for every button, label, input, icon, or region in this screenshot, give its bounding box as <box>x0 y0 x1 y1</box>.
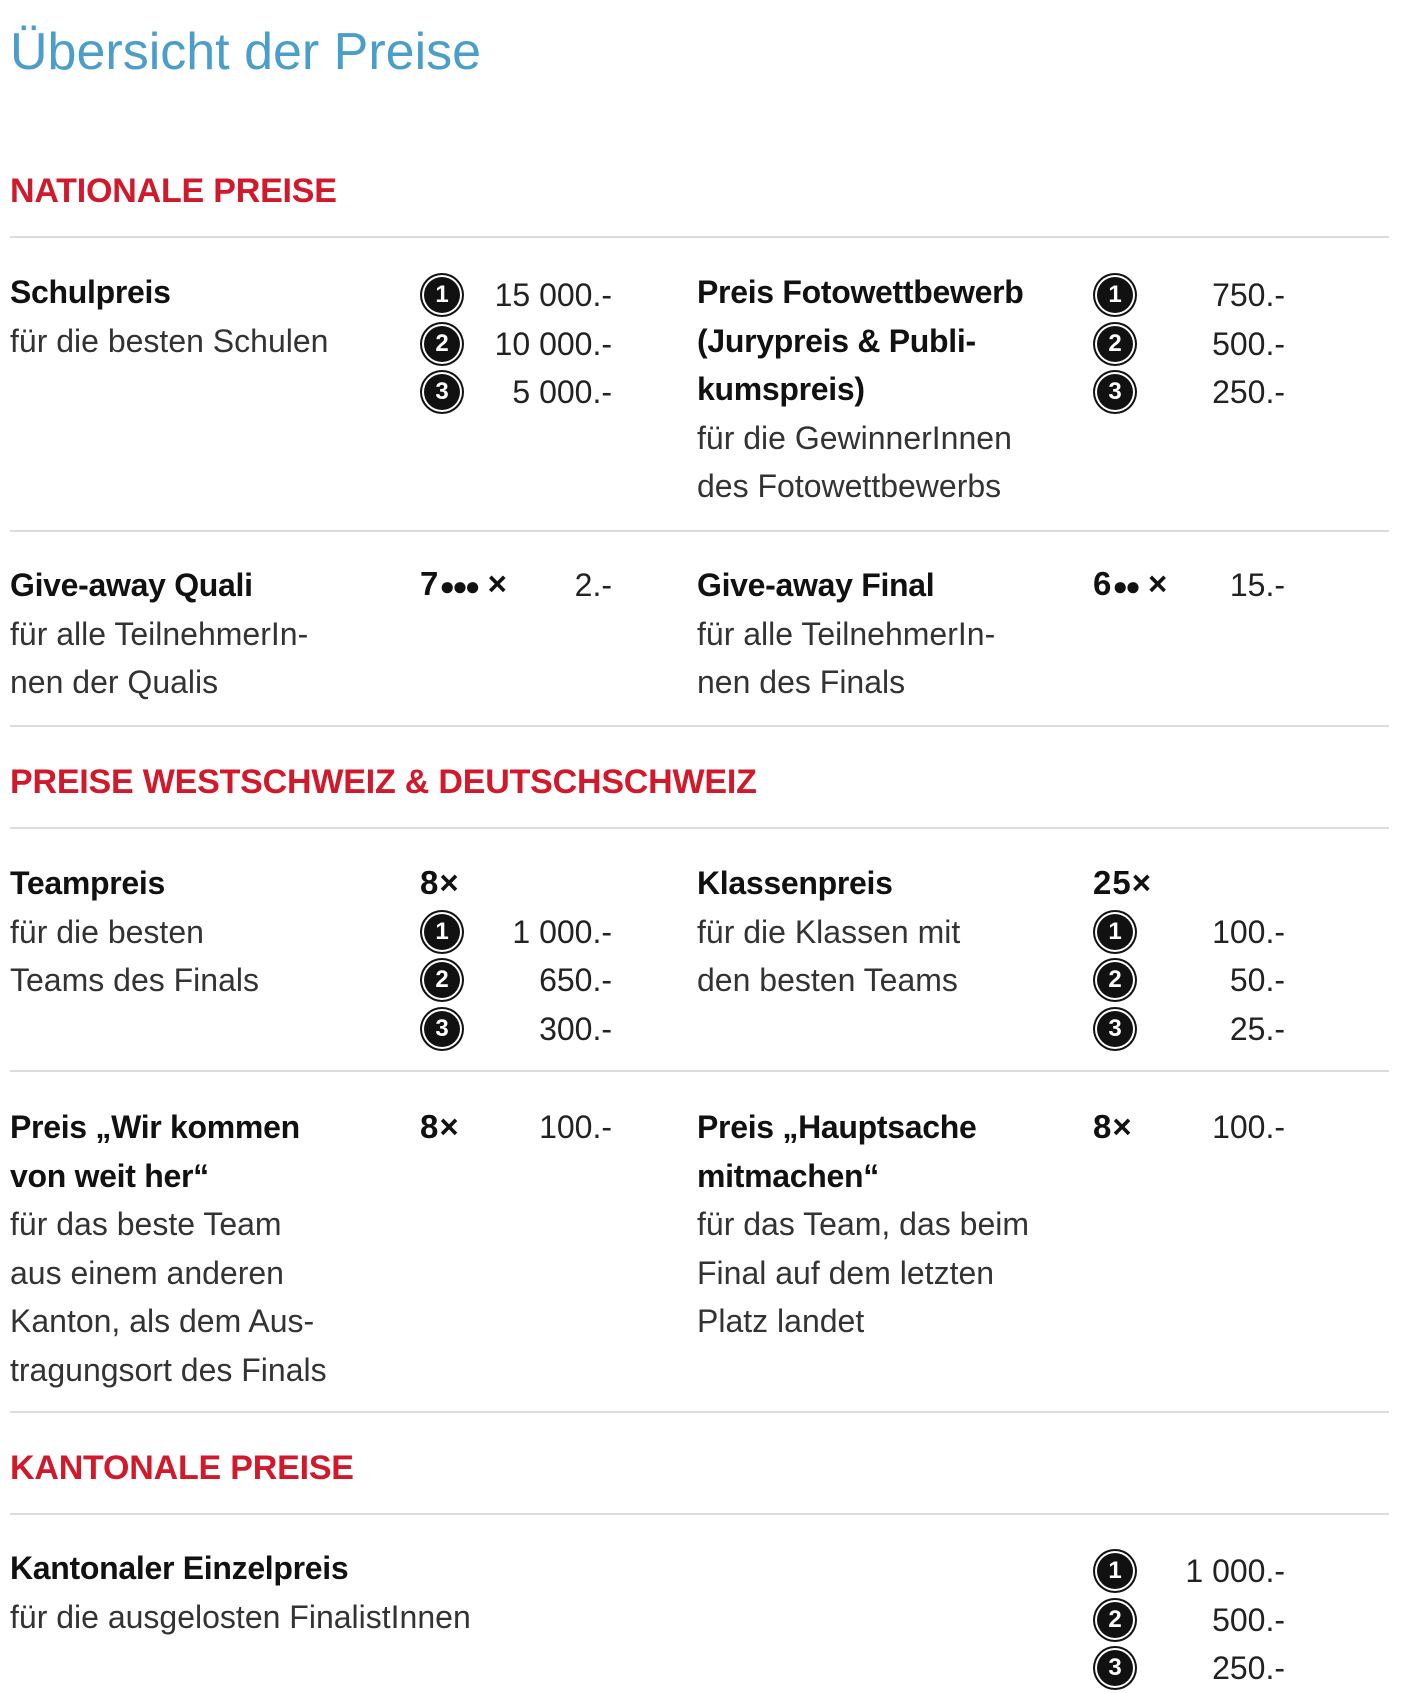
prize-amount: 2.- <box>574 567 612 603</box>
prize-description: aus einem anderen <box>10 1254 284 1291</box>
hauptsache-block <box>697 1103 1077 1346</box>
prize-row <box>1093 908 1285 957</box>
kantonaler-einzelpreis-block <box>10 1544 710 1641</box>
page-title: Übersicht der Preise <box>10 23 482 81</box>
section-heading-kantonal: KANTONALE PREISE <box>10 1449 354 1487</box>
prize-amount: 1 000.- <box>1185 1553 1285 1589</box>
rank-2-icon: 2 <box>424 326 460 362</box>
prize-amount: 15.- <box>1229 567 1285 603</box>
rank-3-icon: 3 <box>424 1011 460 1047</box>
prize-count: 6●● × <box>1093 565 1169 602</box>
prize-count: 25× <box>1093 864 1152 901</box>
prize-row <box>1093 368 1285 417</box>
prize-row <box>420 1005 612 1054</box>
prize-description: Platz landet <box>697 1303 865 1339</box>
rank-3-icon: 3 <box>1097 374 1133 410</box>
prize-amount: 15 000.- <box>494 277 612 313</box>
prize-description: für die GewinnerInnen <box>697 419 1012 456</box>
rank-1-icon: 1 <box>1097 277 1133 313</box>
prize-row <box>1093 320 1285 369</box>
giveaway-quali-block <box>10 561 410 707</box>
klassenpreis-prizes <box>1093 859 1285 1053</box>
prize-count: 8× <box>420 1108 460 1145</box>
prize-description: Final auf dem letzten <box>697 1254 995 1291</box>
prize-count: 8× <box>420 864 460 901</box>
giveaway-quali-prizes <box>420 561 612 610</box>
prize-amount: 10 000.- <box>494 325 612 362</box>
prize-count-row <box>1093 859 1285 908</box>
schulpreis-block <box>10 268 410 365</box>
section-heading-regional: PREISE WESTSCHWEIZ & DEUTSCHSCHWEIZ <box>10 763 757 801</box>
divider <box>10 1513 1389 1515</box>
divider <box>10 827 1389 829</box>
prize-count-row <box>420 859 612 908</box>
rank-1-icon: 1 <box>424 277 460 313</box>
fotowettbewerb-prizes <box>1093 271 1285 417</box>
prize-row <box>1093 271 1285 320</box>
prize-amount: 250.- <box>1212 374 1285 410</box>
rank-2-icon: 2 <box>424 962 460 998</box>
divider <box>10 1411 1389 1413</box>
prize-description: für alle TeilnehmerIn- <box>697 615 996 652</box>
rank-2-icon: 2 <box>1097 962 1133 998</box>
prize-row <box>1093 1005 1285 1054</box>
prize-description: für die besten <box>10 913 204 950</box>
rank-1-icon: 1 <box>1097 1553 1133 1589</box>
prize-description: Teams des Finals <box>10 962 259 998</box>
prize-description: für das Team, das beim <box>697 1206 1030 1242</box>
prize-amount: 500.- <box>1212 1601 1285 1638</box>
prize-name: Klassenpreis <box>697 865 893 901</box>
prize-row <box>420 908 612 957</box>
prize-description: nen der Qualis <box>10 664 219 700</box>
prize-description: für alle TeilnehmerIn- <box>10 615 309 652</box>
weit-her-block <box>10 1103 410 1394</box>
prize-name: Preis „Hauptsache <box>697 1109 977 1145</box>
prize-name: Kantonaler Einzelpreis <box>10 1550 349 1586</box>
rank-2-icon: 2 <box>1097 1602 1133 1638</box>
fotowettbewerb-block <box>697 268 1077 511</box>
prize-row <box>1093 1644 1285 1693</box>
giveaway-final-block <box>697 561 1077 707</box>
kantonaler-einzelpreis-prizes <box>1093 1547 1285 1693</box>
prize-row <box>420 271 612 320</box>
prize-amount: 750.- <box>1212 277 1285 313</box>
prize-description: tragungsort des Finals <box>10 1351 327 1388</box>
prize-row <box>1093 561 1285 610</box>
prize-name: Give-away Final <box>697 567 935 603</box>
prize-name: mitmachen“ <box>697 1157 879 1194</box>
klassenpreis-block <box>697 859 1077 1005</box>
prize-amount: 300.- <box>539 1010 612 1047</box>
teampreis-prizes <box>420 859 612 1053</box>
prize-count: 7●●● × <box>420 565 508 602</box>
prize-row <box>1093 1103 1285 1152</box>
prize-amount: 1 000.- <box>512 913 612 950</box>
rank-2-icon: 2 <box>1097 326 1133 362</box>
prize-description: Kanton, als dem Aus- <box>10 1303 315 1339</box>
prize-amount: 100.- <box>1212 913 1285 950</box>
prize-row <box>420 1103 612 1152</box>
divider <box>10 530 1389 532</box>
prize-name: kumspreis) <box>697 371 865 407</box>
prize-name: Preis „Wir kommen <box>10 1109 300 1145</box>
rank-3-icon: 3 <box>1097 1650 1133 1686</box>
section-heading-national: NATIONALE PREISE <box>10 172 337 210</box>
divider <box>10 236 1389 238</box>
divider <box>10 725 1389 727</box>
prize-name: Schulpreis <box>10 274 171 310</box>
prize-amount: 500.- <box>1212 325 1285 362</box>
prize-amount: 5 000.- <box>512 374 612 410</box>
prize-amount: 250.- <box>1212 1650 1285 1686</box>
prize-description: des Fotowettbewerbs <box>697 468 1002 504</box>
prize-row <box>1093 956 1285 1005</box>
prize-description: für das beste Team <box>10 1206 282 1242</box>
prize-description: nen des Finals <box>697 664 906 700</box>
hauptsache-prizes <box>1093 1103 1285 1152</box>
prize-amount: 25.- <box>1229 1010 1285 1047</box>
prize-description: für die besten Schulen <box>10 322 329 359</box>
prize-name: Give-away Quali <box>10 567 253 603</box>
schulpreis-prizes <box>420 271 612 417</box>
prize-count: 8× <box>1093 1108 1133 1145</box>
weit-her-prizes <box>420 1103 612 1152</box>
rank-3-icon: 3 <box>424 374 460 410</box>
prize-row <box>1093 1596 1285 1645</box>
prize-row <box>420 561 612 610</box>
prize-row <box>420 320 612 369</box>
prize-row <box>420 368 612 417</box>
prize-name: Teampreis <box>10 865 166 901</box>
prize-name: Preis Fotowettbewerb <box>697 274 1024 310</box>
prize-description: für die ausgelosten FinalistInnen <box>10 1598 471 1635</box>
giveaway-final-prizes <box>1093 561 1285 610</box>
prize-description: den besten Teams <box>697 962 958 998</box>
rank-1-icon: 1 <box>1097 914 1133 950</box>
prize-amount: 100.- <box>1212 1109 1285 1145</box>
prize-amount: 50.- <box>1229 962 1285 998</box>
prize-row <box>1093 1547 1285 1596</box>
prize-amount: 650.- <box>539 962 612 998</box>
prize-description: für die Klassen mit <box>697 913 961 950</box>
divider <box>10 1070 1389 1072</box>
prize-row <box>420 956 612 1005</box>
rank-3-icon: 3 <box>1097 1011 1133 1047</box>
prize-name: von weit her“ <box>10 1157 209 1194</box>
prize-name: (Jurypreis & Publi- <box>697 322 976 359</box>
prize-amount: 100.- <box>539 1109 612 1145</box>
teampreis-block <box>10 859 410 1005</box>
rank-1-icon: 1 <box>424 914 460 950</box>
